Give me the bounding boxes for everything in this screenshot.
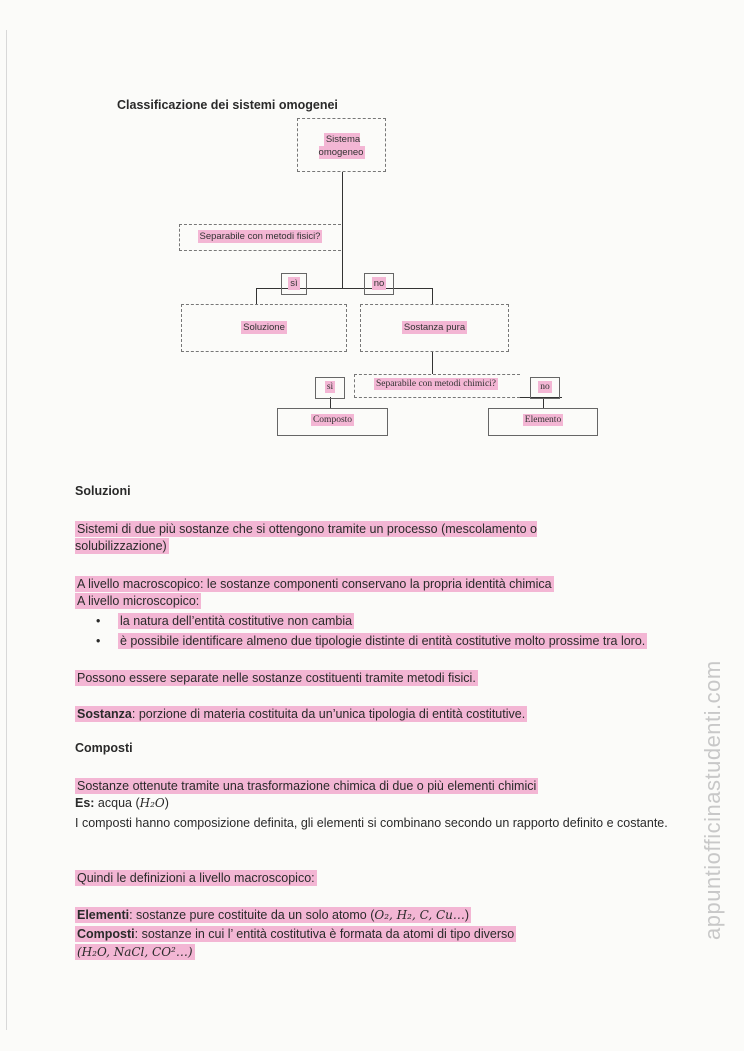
elementi-label: Elementi bbox=[77, 908, 130, 922]
bullet-2 bbox=[118, 633, 668, 650]
soluzioni-definition bbox=[75, 521, 615, 555]
macro-line bbox=[75, 576, 635, 593]
composti-definition bbox=[75, 778, 635, 795]
micro-line bbox=[75, 593, 201, 610]
yes1-label bbox=[281, 278, 307, 289]
yes1-text: sì bbox=[290, 278, 298, 289]
bullet-2-text: è possibile identificare almeno due tipologie distinte di entità costitutive molto prossime tra loro. bbox=[120, 634, 646, 648]
question1-text: Separabile con metodi fisici? bbox=[199, 231, 321, 242]
composti-label: Composti bbox=[77, 927, 135, 941]
composti-definition-2 bbox=[75, 926, 675, 943]
connector-right1 bbox=[432, 288, 433, 304]
composti-def2-text: : sostanze in cui l’ entità costitutiva è formata da atomi di tipo diverso bbox=[134, 927, 515, 941]
sostanza-definition bbox=[75, 706, 675, 723]
elementi-definition bbox=[75, 907, 675, 924]
no1-text: no bbox=[373, 278, 385, 289]
connector-left1 bbox=[256, 288, 257, 304]
no2-label bbox=[530, 382, 560, 392]
quindi-text: Quindi le definizioni a livello macroscopico: bbox=[77, 871, 315, 885]
composizione-line: I composti hanno composizione definita, gli elementi si combinano secondo un rapporto definito e costante. bbox=[75, 816, 668, 830]
soluzione-text: Soluzione bbox=[243, 322, 285, 333]
es-label: Es: bbox=[75, 796, 95, 810]
soluzioni-def-text: Sistemi di due più sostanze che si ottengono tramite un processo (mescolamento o solubilizzazione) bbox=[75, 522, 537, 553]
diagram-title: Classificazione dei sistemi omogenei bbox=[117, 98, 338, 112]
composto-label bbox=[277, 415, 388, 425]
micro-text: A livello microscopico: bbox=[77, 594, 200, 608]
soluzione-label bbox=[181, 322, 347, 333]
sostanza-pura-text: Sostanza pura bbox=[403, 322, 466, 333]
composti-formula-line bbox=[75, 944, 195, 961]
no2-text: no bbox=[540, 382, 550, 392]
es-formula: H₂O bbox=[139, 796, 165, 810]
root-label bbox=[310, 133, 374, 159]
sostanza-label: Sostanza bbox=[77, 707, 132, 721]
composti-def-text: Sostanze ottenute tramite una trasformazione chimica di due o più elementi chimici bbox=[77, 779, 537, 793]
yes2-text: sì bbox=[326, 382, 334, 392]
elemento-label bbox=[488, 415, 598, 425]
question2-label bbox=[356, 379, 516, 389]
bullet-1 bbox=[118, 613, 658, 630]
watermark: appuntiofficinastudenti.com bbox=[700, 660, 725, 940]
elemento-text: Elemento bbox=[524, 415, 562, 425]
composto-text: Composto bbox=[312, 415, 353, 425]
es-text: acqua ( bbox=[94, 796, 140, 810]
sostanza-def-text: : porzione di materia costituita da un’unica tipologia di entità costitutive. bbox=[131, 707, 526, 721]
question2-text: Separabile con metodi chimici? bbox=[375, 379, 497, 389]
separate-text: Possono essere separate nelle sostanze costituenti tramite metodi fisici. bbox=[77, 671, 476, 685]
root-text: Sistema omogeneo bbox=[318, 134, 364, 158]
connector-root bbox=[342, 172, 343, 288]
no1-label bbox=[364, 278, 394, 289]
page-margin-line bbox=[6, 30, 7, 1030]
soluzioni-heading: Soluzioni bbox=[75, 484, 131, 498]
quindi-line bbox=[75, 870, 635, 887]
yes2-label bbox=[315, 382, 345, 392]
sostanza-pura-label bbox=[360, 322, 509, 333]
separate-line bbox=[75, 670, 635, 687]
composti-formula: (H₂O, NaCl, CO²…) bbox=[77, 945, 193, 959]
connector-sostanza bbox=[432, 352, 433, 374]
question1-label bbox=[181, 231, 339, 242]
elementi-formula: O₂, H₂, C, Cu… bbox=[374, 908, 465, 922]
composti-heading: Composti bbox=[75, 741, 133, 755]
bullet-1-text: la natura dell’entità costitutive non cambia bbox=[120, 614, 353, 628]
elementi-close: ) bbox=[464, 908, 470, 922]
macro-text: A livello macroscopico: le sostanze componenti conservano la propria identità chimica bbox=[77, 577, 552, 591]
es-close: ) bbox=[164, 796, 169, 810]
example-line bbox=[75, 795, 169, 812]
elementi-def-text: : sostanze pure costituite da un solo atomo ( bbox=[129, 908, 375, 922]
